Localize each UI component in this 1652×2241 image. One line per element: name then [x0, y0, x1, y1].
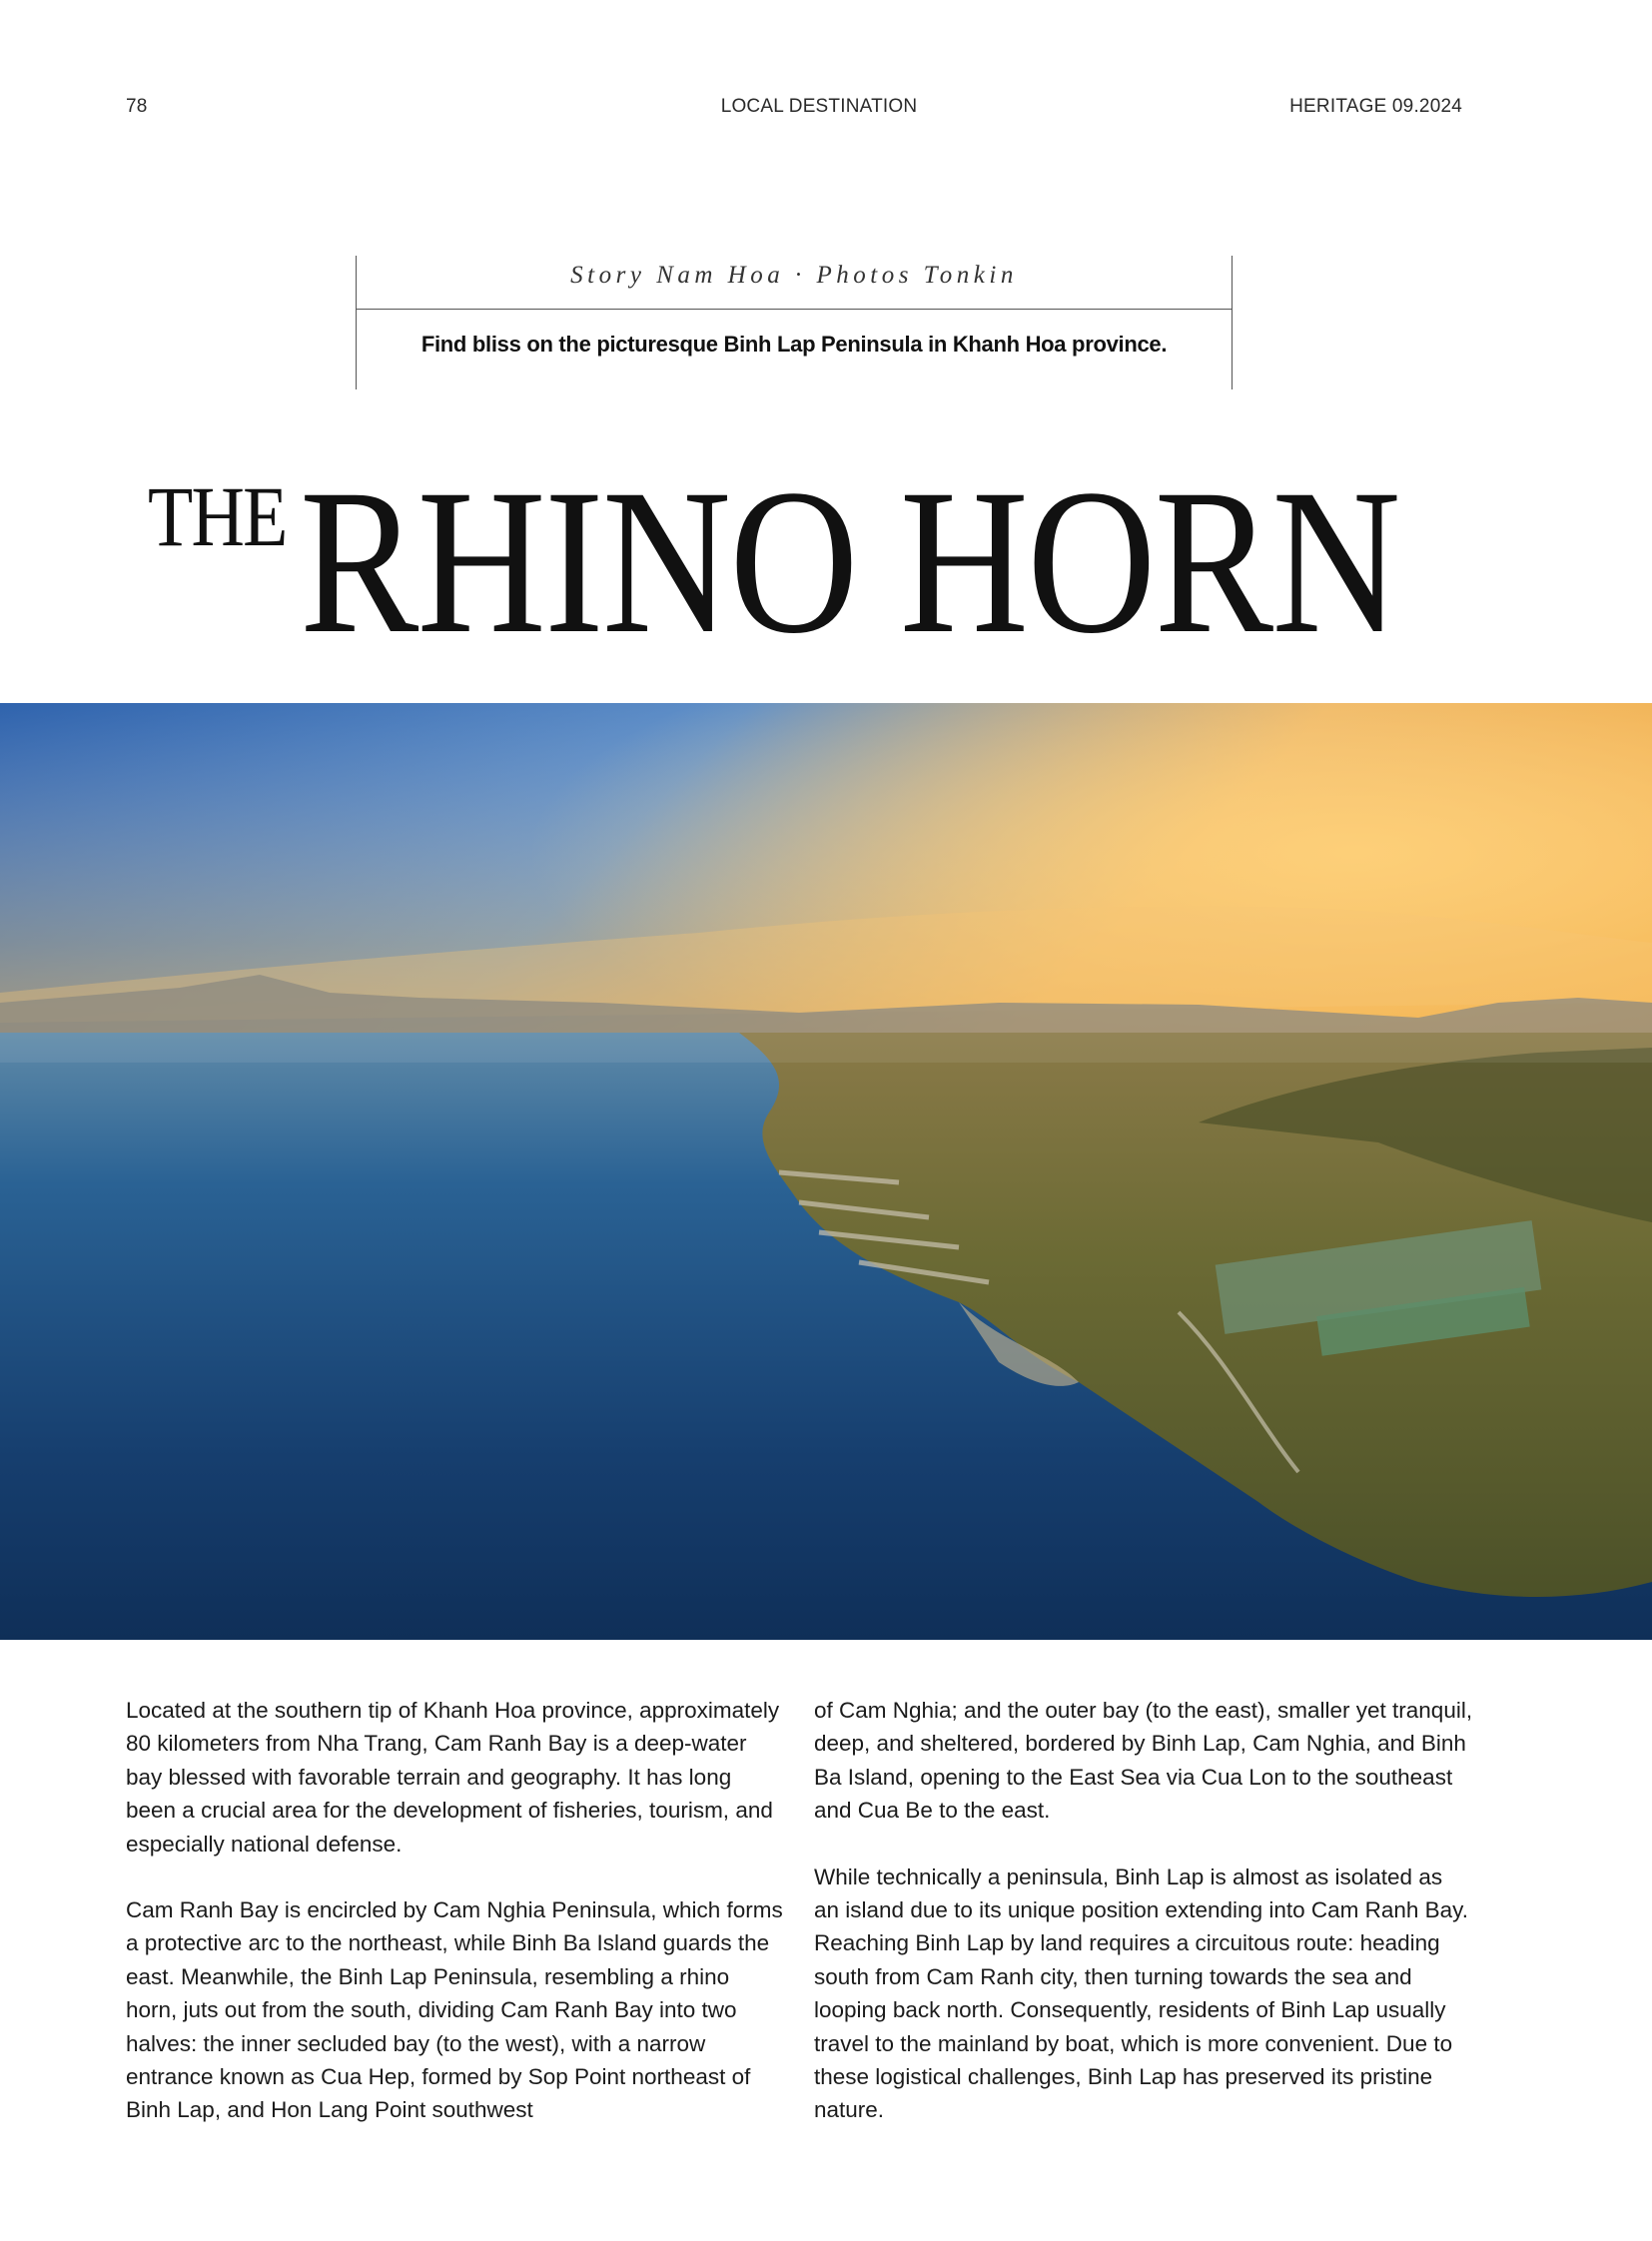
- aerial-bay-illustration: [0, 703, 1652, 1640]
- paragraph: Cam Ranh Bay is encircled by Cam Nghia Peninsula, which forms a protective arc to the northeast, while Binh Ba Island guards the east. Meanwhile, the Binh Lap Peninsula, resembling a rhino horn, juts out from the south, dividing Cam Ranh Bay into two halves: the inner secluded bay (to the west), with a narrow entrance known as Cua Hep, formed by Sop Point northeast of Binh Lap, and Hon Lang Point southwest: [126, 1897, 783, 2123]
- page-number: 78: [126, 96, 148, 117]
- paragraph: Located at the southern tip of Khanh Hoa province, approximately 80 kilometers from Nha Trang, Cam Ranh Bay is a deep-water bay blessed with favorable terrain and geography. It has long been a crucial area for the development of fisheries, tourism, and especially national defense.: [126, 1698, 780, 1857]
- body-column-left: [126, 1694, 785, 2160]
- page-title: RHINO HORN: [300, 446, 1399, 676]
- issue-label: HERITAGE 09.2024: [1289, 96, 1462, 117]
- byline-box: [356, 256, 1233, 389]
- paragraph: While technically a peninsula, Binh Lap is almost as isolated as an island due to its unique position extending into Cam Ranh Bay. Reaching Binh Lap by land requires a circuitous route: heading south from Cam Ranh city, then turning towards the sea and looping back north. Consequently, residents of Binh Lap usually travel to the mainland by boat, which is more convenient. Due to these logistical challenges, Binh Lap has preserved its pristine nature.: [814, 1864, 1469, 2123]
- standfirst: Find bliss on the picturesque Binh Lap Peninsula in Khanh Hoa province.: [420, 332, 1168, 357]
- hero-photo: [0, 703, 1652, 1640]
- section-label: LOCAL DESTINATION: [720, 96, 918, 117]
- paragraph: of Cam Nghia; and the outer bay (to the east), smaller yet tranquil, deep, and sheltered, bordered by Binh Lap, Cam Nghia, and Binh Ba Island, opening to the East Sea via Cua Lon to the southeast and Cua Be to the east.: [814, 1698, 1473, 1824]
- byline-divider: [357, 309, 1232, 310]
- body-column-right: [814, 1694, 1473, 2160]
- title-prefix: THE: [148, 468, 287, 564]
- byline: Story Nam Hoa · Photos Tonkin: [570, 262, 1018, 289]
- page-header: [126, 96, 1462, 120]
